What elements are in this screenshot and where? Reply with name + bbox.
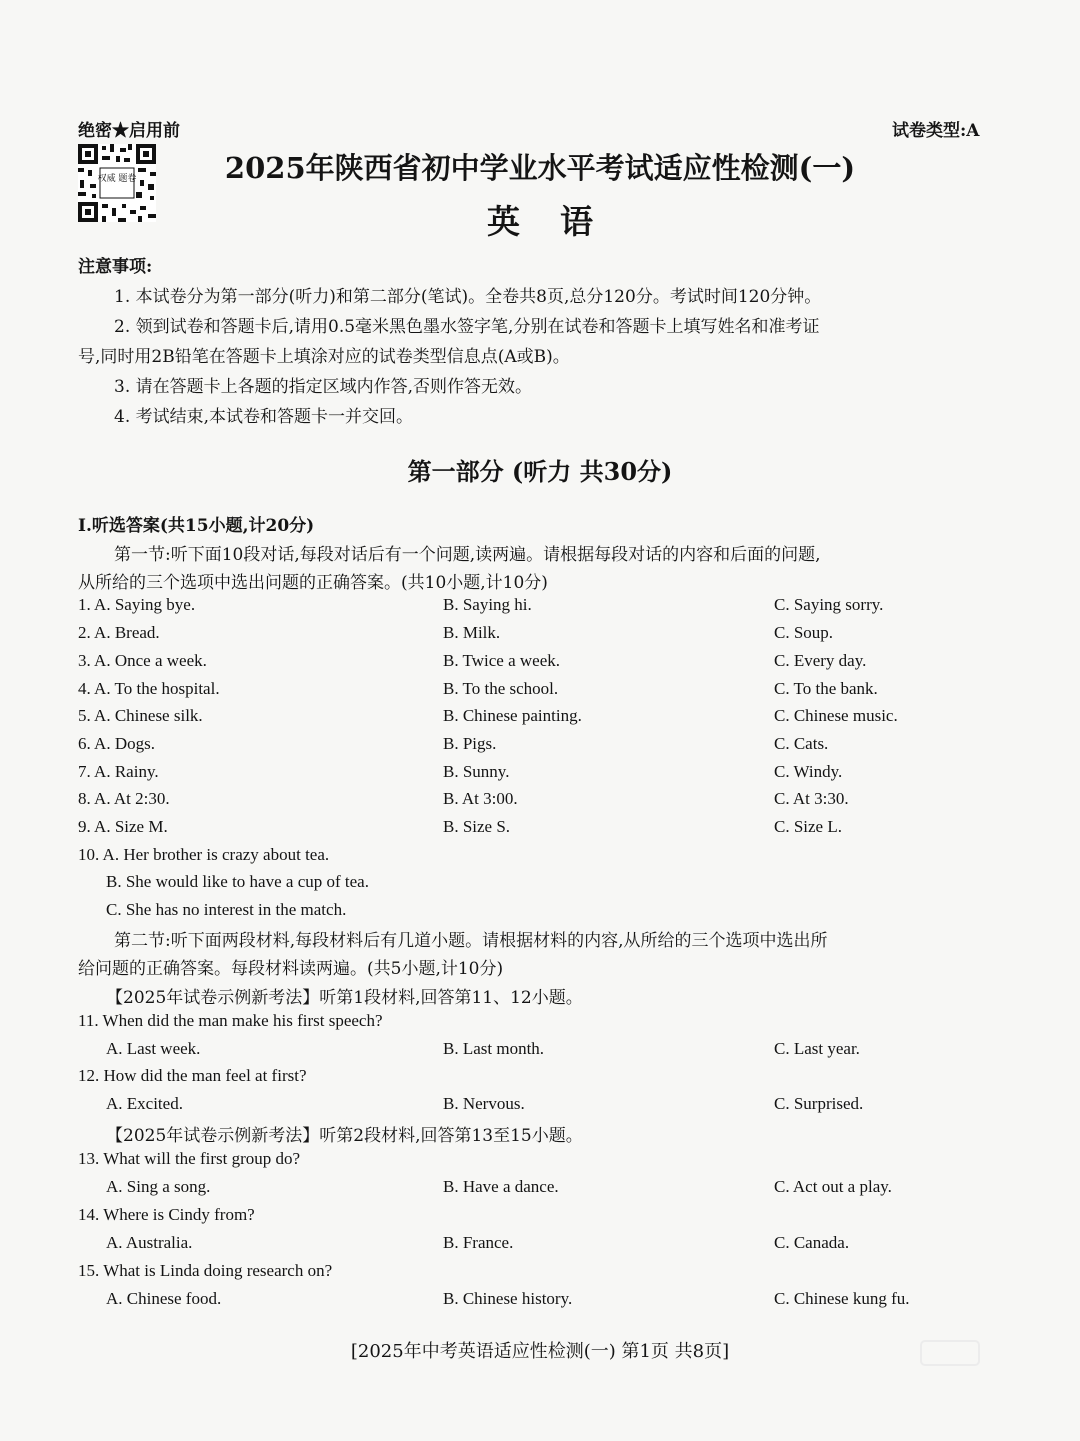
paper-type-label: 试卷类型:A [892,121,980,141]
q14-option-c: C. Canada. [774,1233,850,1252]
watermark-logo-icon [920,1340,980,1366]
q6-option-b: B. Pigs. [443,734,497,753]
q2-option-c: C. Soup. [774,623,834,642]
q15-option-a: A. Chinese food. [106,1289,222,1308]
q10-option-c: C. She has no interest in the match. [106,900,347,919]
q14-option-a: A. Australia. [106,1233,193,1252]
q9-option-a: 9. A. Size M. [78,817,168,836]
q3-option-b: B. Twice a week. [443,651,560,670]
q6-option-a: 6. A. Dogs. [78,734,155,753]
q9-option-b: B. Size S. [443,817,511,836]
q10-option-b: B. She would like to have a cup of tea. [106,872,369,891]
q11-stem: 11. When did the man make his first speech? [78,1011,383,1030]
material-1-instruction: 【2025年试卷示例新考法】听第1段材料,回答第11、12小题。 [106,988,583,1008]
q4-option-b: B. To the school. [443,679,559,698]
exam-title: 2025年陕西省初中学业水平考试适应性检测(一) [224,151,856,185]
q14-option-b: B. France. [443,1233,514,1252]
notice-item-4: 4. 考试结束,本试卷和答题卡一并交回。 [114,407,414,427]
q8-option-a: 8. A. At 2:30. [78,789,170,808]
q13-option-c: C. Act out a play. [774,1177,892,1196]
q2-option-b: B. Milk. [443,623,501,642]
q3-option-a: 3. A. Once a week. [78,651,207,670]
q10-option-a: 10. A. Her brother is crazy about tea. [78,845,330,864]
q13-stem: 13. What will the first group do? [78,1149,301,1168]
q9-option-c: C. Size L. [774,817,842,836]
q7-option-b: B. Sunny. [443,762,510,781]
notice-item-3: 3. 请在答题卡上各题的指定区域内作答,否则作答无效。 [114,377,533,397]
q11-option-b: B. Last month. [443,1039,545,1058]
q15-option-b: B. Chinese history. [443,1289,573,1308]
section-heading: Ⅰ.听选答案(共15小题,计20分) [78,516,315,536]
qr-caption: 权威 题卷 [97,174,137,184]
section1-intro-cont: 从所给的三个选项中选出问题的正确答案。(共10小题,计10分) [78,573,548,593]
notice-heading: 注意事项: [78,257,153,277]
q1-option-c: C. Saying sorry. [774,595,884,614]
confidential-label: 绝密★启用前 [78,121,180,141]
q13-option-b: B. Have a dance. [443,1177,559,1196]
q4-option-a: 4. A. To the hospital. [78,679,220,698]
notice-item-1: 1. 本试卷分为第一部分(听力)和第二部分(笔试)。全卷共8页,总分120分。考试时间120分钟。 [114,287,822,307]
material-2-instruction: 【2025年试卷示例新考法】听第2段材料,回答第13至15小题。 [106,1126,583,1146]
q5-option-a: 5. A. Chinese silk. [78,706,203,725]
q3-option-c: C. Every day. [774,651,867,670]
q1-option-a: 1. A. Saying bye. [78,595,196,614]
q7-option-c: C. Windy. [774,762,843,781]
section1-intro: 第一节:听下面10段对话,每段对话后有一个问题,读两遍。请根据每段对话的内容和后面的问题, [114,545,821,565]
q1-option-b: B. Saying hi. [443,595,532,614]
q12-option-a: A. Excited. [106,1094,183,1113]
q12-option-b: B. Nervous. [443,1094,525,1113]
q7-option-a: 7. A. Rainy. [78,762,159,781]
part-one-title: 第一部分 (听力 共30分) [407,457,673,486]
q13-option-a: A. Sing a song. [106,1177,211,1196]
section2-intro: 第二节:听下面两段材料,每段材料后有几道小题。请根据材料的内容,从所给的三个选项中选出所 [114,931,828,951]
notice-item-2-cont: 号,同时用2B铅笔在答题卡上填涂对应的试卷类型信息点(A或B)。 [78,347,570,367]
notice-item-2: 2. 领到试卷和答题卡后,请用0.5毫米黑色墨水签字笔,分别在试卷和答题卡上填写姓名和准考证 [114,317,820,337]
q4-option-c: C. To the bank. [774,679,878,698]
q8-option-c: C. At 3:30. [774,789,849,808]
q15-stem: 15. What is Linda doing research on? [78,1261,333,1280]
q15-option-c: C. Chinese kung fu. [774,1289,910,1308]
section2-intro-cont: 给问题的正确答案。每段材料读两遍。(共5小题,计10分) [78,959,504,979]
q14-stem: 14. Where is Cindy from? [78,1205,255,1224]
q11-option-a: A. Last week. [106,1039,201,1058]
q6-option-c: C. Cats. [774,734,829,753]
q5-option-b: B. Chinese painting. [443,706,582,725]
page-footer: [2025年中考英语适应性检测(一) 第1页 共8页] [350,1341,730,1362]
q5-option-c: C. Chinese music. [774,706,898,725]
q12-stem: 12. How did the man feel at first? [78,1066,307,1085]
q11-option-c: C. Last year. [774,1039,860,1058]
subject-title: 英语 [487,202,633,241]
q12-option-c: C. Surprised. [774,1094,864,1113]
q2-option-a: 2. A. Bread. [78,623,160,642]
q8-option-b: B. At 3:00. [443,789,518,808]
